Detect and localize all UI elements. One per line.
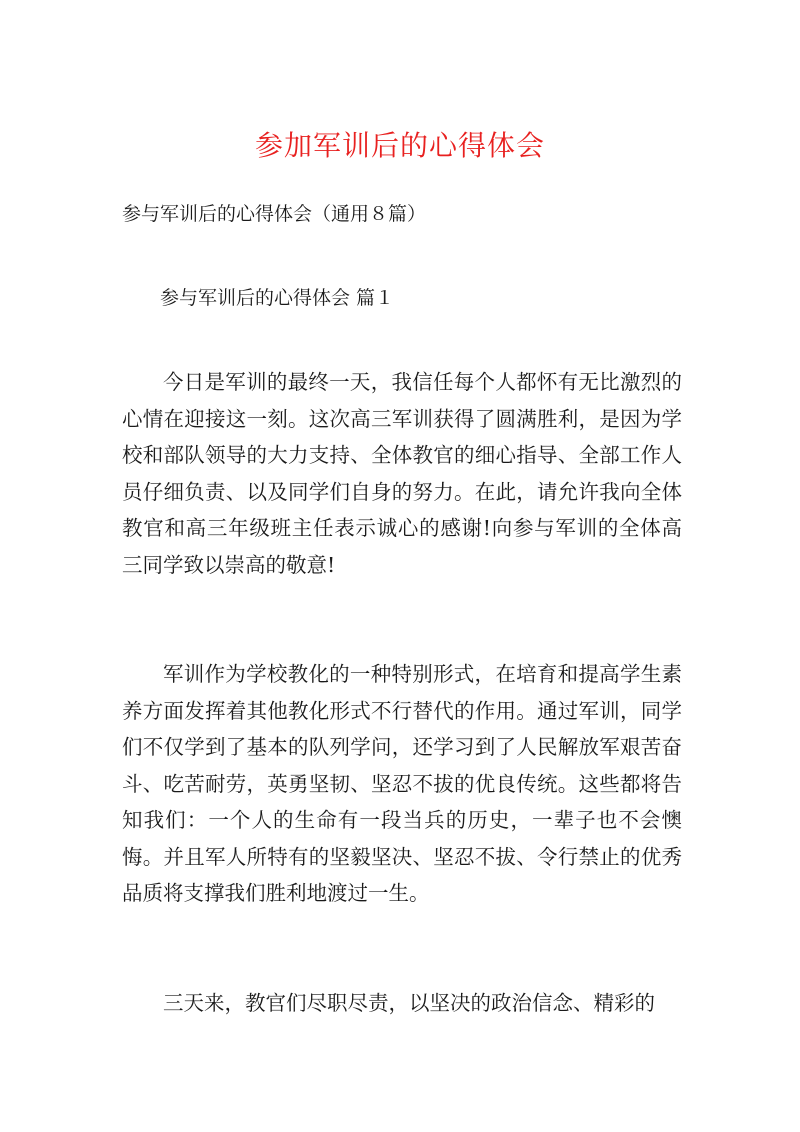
paragraph-1: 今日是军训的最终一天，我信任每个人都怀有无比激烈的心情在迎接这一刻。这次高三军训获得了圆满胜利，是因为学校和部队领导的大力支持、全体教官的细心指导、全部工作人员仔细负责、以及同学们自身的努力。在此，请允许我向全体教官和高三年级班主任表示诚心的感谢!向参与军训的全体高三同学致以崇高的敬意! <box>122 370 682 577</box>
paragraph-3: 三天来，教官们尽职尽责，以坚决的政治信念、精彩的 <box>163 991 655 1015</box>
document-title: 参加军训后的心得体会 <box>254 129 545 162</box>
paragraph-2: 军训作为学校教化的一种特别形式，在培育和提高学生素养方面发挥着其他教化形式不行替代的作用。通过军训，同学们不仅学到了基本的队列学问，还学习到了人民解放军艰苦奋斗、吃苦耐劳，英勇坚韧、坚忍不拔的优良传统。这些都将告知我们：一个人的生命有一段当兵的历史，一辈子也不会懊悔。并且军人所特有的坚毅坚决、坚忍不拔、令行禁止的优秀品质将支撑我们胜利地渡过一生。 <box>122 662 682 905</box>
document-subtitle: 参与军训后的心得体会（通用８篇） <box>122 203 427 225</box>
section-heading: 参与军训后的心得体会 篇１ <box>160 287 395 309</box>
